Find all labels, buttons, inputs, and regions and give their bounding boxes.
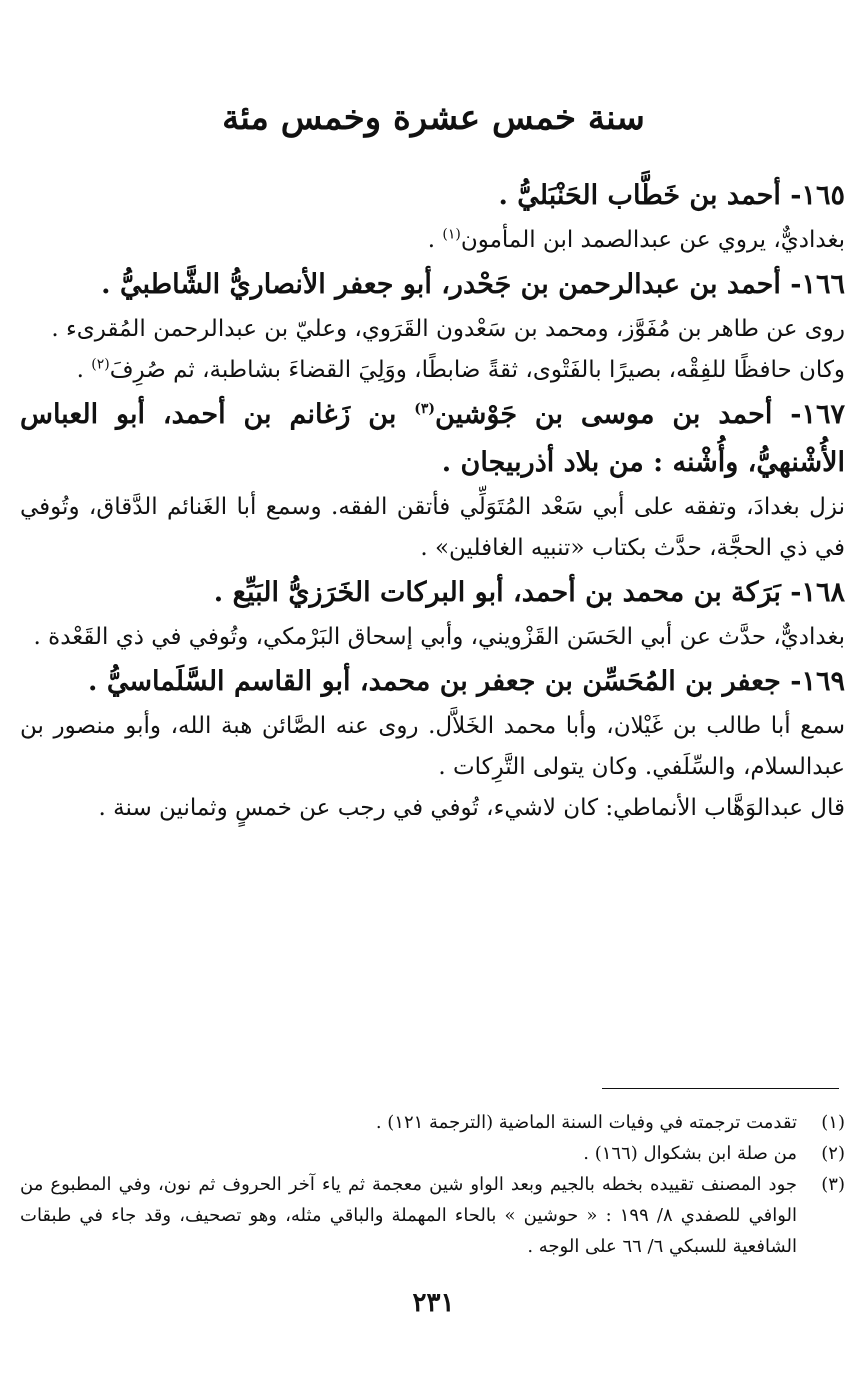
entry-167-title — [20, 391, 845, 487]
entry-169-text-1: سمع أبا طالب بن غَيْلان، وأبا محمد الخَلاَّل. روى عنه الصَّائن هبة الله، وأبو منصور بن عبدالسلام، والسِّلَفي. وكان يتولى التَّرِكات . — [20, 713, 845, 780]
footnotes — [20, 1107, 845, 1262]
page-number: ٢٣١ — [412, 1288, 455, 1318]
entry-165-title: ١٦٥- أحمد بن خَطَّاب الحَنْبَليُّ . — [498, 180, 845, 211]
entry-166-text-1: روى عن طاهر بن مُفَوَّز، ومحمد بن سَعْدون القَرَوي، وعليّ بن عبدالرحمن المُقرىء . — [51, 316, 845, 342]
entry-166-text-2 — [20, 350, 845, 391]
footnote-1 — [20, 1107, 845, 1138]
footnote-2 — [20, 1138, 845, 1169]
entry-169-title: ١٦٩- جعفر بن المُحَسِّن بن جعفر بن محمد، أبو القاسم السَّلَماسيُّ . — [88, 666, 845, 697]
entry-167-title-end: بن زَغانم بن أحمد، أبو العباس الأُشْنهيُّ، وأُشْنه : من بلاد أذربيجان . — [20, 399, 845, 478]
footnote-ref-2[interactable]: (٢) — [91, 356, 110, 373]
footnote-text: جود المصنف تقييده بخطه بالجيم وبعد الواو شين معجمة ثم ياء آخر الحروف ثم نون، وفي المطبوع من الوافي للصفدي ٨/ ١٩٩ : « حوشين » بالحاء المهملة والباقي مثله، وهو تصحيف، وقد جاء في طبقات الشافعية للسبكي ٦/ ٦٦ على الوجه . — [20, 1174, 797, 1257]
entry-168-text: بغداديٌّ، حدَّث عن أبي الحَسَن القَزْويني، وأبي إسحاق البَرْمكي، وتُوفي في ذي القَعْدة . — [33, 624, 845, 650]
entry-168-title: ١٦٨- بَرَكة بن محمد بن أحمد، أبو البركات الخَرَزيُّ البَيِّع . — [213, 577, 845, 608]
footnote-ref-1[interactable]: (١) — [442, 226, 461, 243]
footnote-text: تقدمت ترجمته في وفيات السنة الماضية (الترجمة ١٢١) . — [375, 1112, 797, 1133]
footnote-3 — [20, 1169, 845, 1262]
entry-165-text-body: بغداديٌّ، يروي عن عبدالصمد ابن المأمون — [460, 227, 845, 253]
footnote-number: (١) — [821, 1112, 845, 1133]
entry-166-title: ١٦٦- أحمد بن عبدالرحمن بن جَحْدر، أبو جعفر الأنصاريُّ الشَّاطبيُّ . — [101, 269, 845, 300]
page-heading: سنة خمس عشرة وخمس مئة — [222, 98, 645, 138]
entry-166-text-2-body: وكان حافظًا للفِقْه، بصيرًا بالفَتْوى، ثقةً ضابطًا، ووَلِيَ القضاءَ بشاطبة، ثم صُرِفَ — [109, 357, 845, 383]
entry-167-title-start: ١٦٧- أحمد بن موسى بن جَوْشين — [435, 399, 845, 430]
footnote-number: (٣) — [821, 1174, 845, 1195]
footnote-number: (٢) — [821, 1143, 845, 1164]
entry-165-text — [20, 220, 845, 261]
entry-169-text-2: قال عبدالوَهَّاب الأنماطي: كان لاشيء، تُوفي في رجب عن خمسٍ وثمانين سنة . — [98, 795, 845, 821]
main-text — [20, 172, 845, 829]
footnote-ref-3[interactable]: (٣) — [414, 401, 436, 417]
footnote-divider — [602, 1088, 839, 1089]
entry-167-text: نزل بغدادَ، وتفقه على أبي سَعْد المُتَوَلِّي فأتقن الفقه. وسمع أبا الغَنائم الدَّقاق، وتُوفي في ذي الحجَّة، حدَّث بكتاب «تنبيه الغافلين» . — [20, 494, 845, 561]
footnote-text: من صلة ابن بشكوال (١٦٦) . — [583, 1143, 797, 1164]
entry-166-text-2-end: . — [76, 357, 92, 383]
entry-165-text-end: . — [427, 227, 443, 253]
